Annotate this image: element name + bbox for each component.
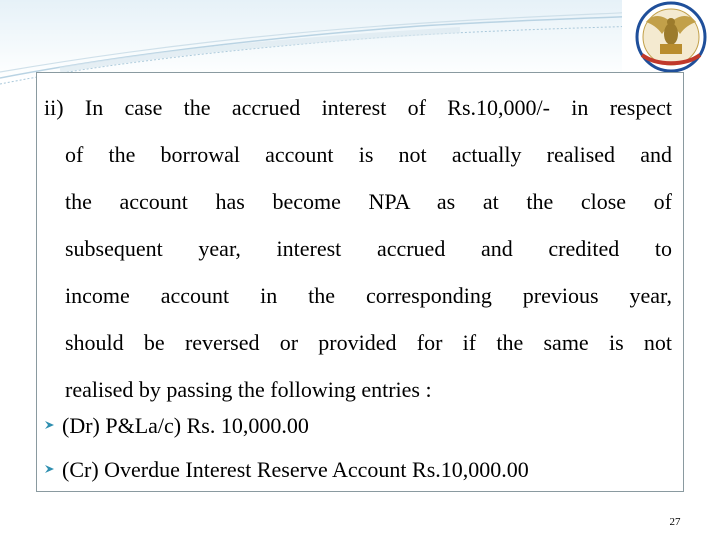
entry-credit: (Cr) Overdue Interest Reserve Account Rs.10,000.00 (62, 457, 529, 482)
paragraph-line: subsequent year, interest accrued and credited to (65, 236, 672, 261)
entry-debit: (Dr) P&La/c) Rs. 10,000.00 (62, 413, 309, 438)
paragraph-line: ii) In case the accrued interest of Rs.10,000/- in respect (44, 95, 672, 120)
paragraph-line: of the borrowal account is not actually realised and (65, 142, 672, 167)
entry-list (44, 404, 684, 492)
paragraph-line: income account in the corresponding previous year, (65, 283, 672, 308)
bullet-arrow-icon (44, 463, 56, 475)
logo (622, 0, 720, 78)
list-item (44, 448, 684, 492)
list-item (44, 404, 684, 448)
paragraph (44, 84, 672, 413)
paragraph-line: realised by passing the following entries : (65, 377, 432, 402)
paragraph-line: should be reversed or provided for if the same is not (65, 330, 672, 355)
icai-emblem-icon (622, 0, 720, 78)
page-number: 27 (669, 516, 681, 528)
bullet-arrow-icon (44, 419, 56, 431)
paragraph-line: the account has become NPA as at the close of (65, 189, 672, 214)
